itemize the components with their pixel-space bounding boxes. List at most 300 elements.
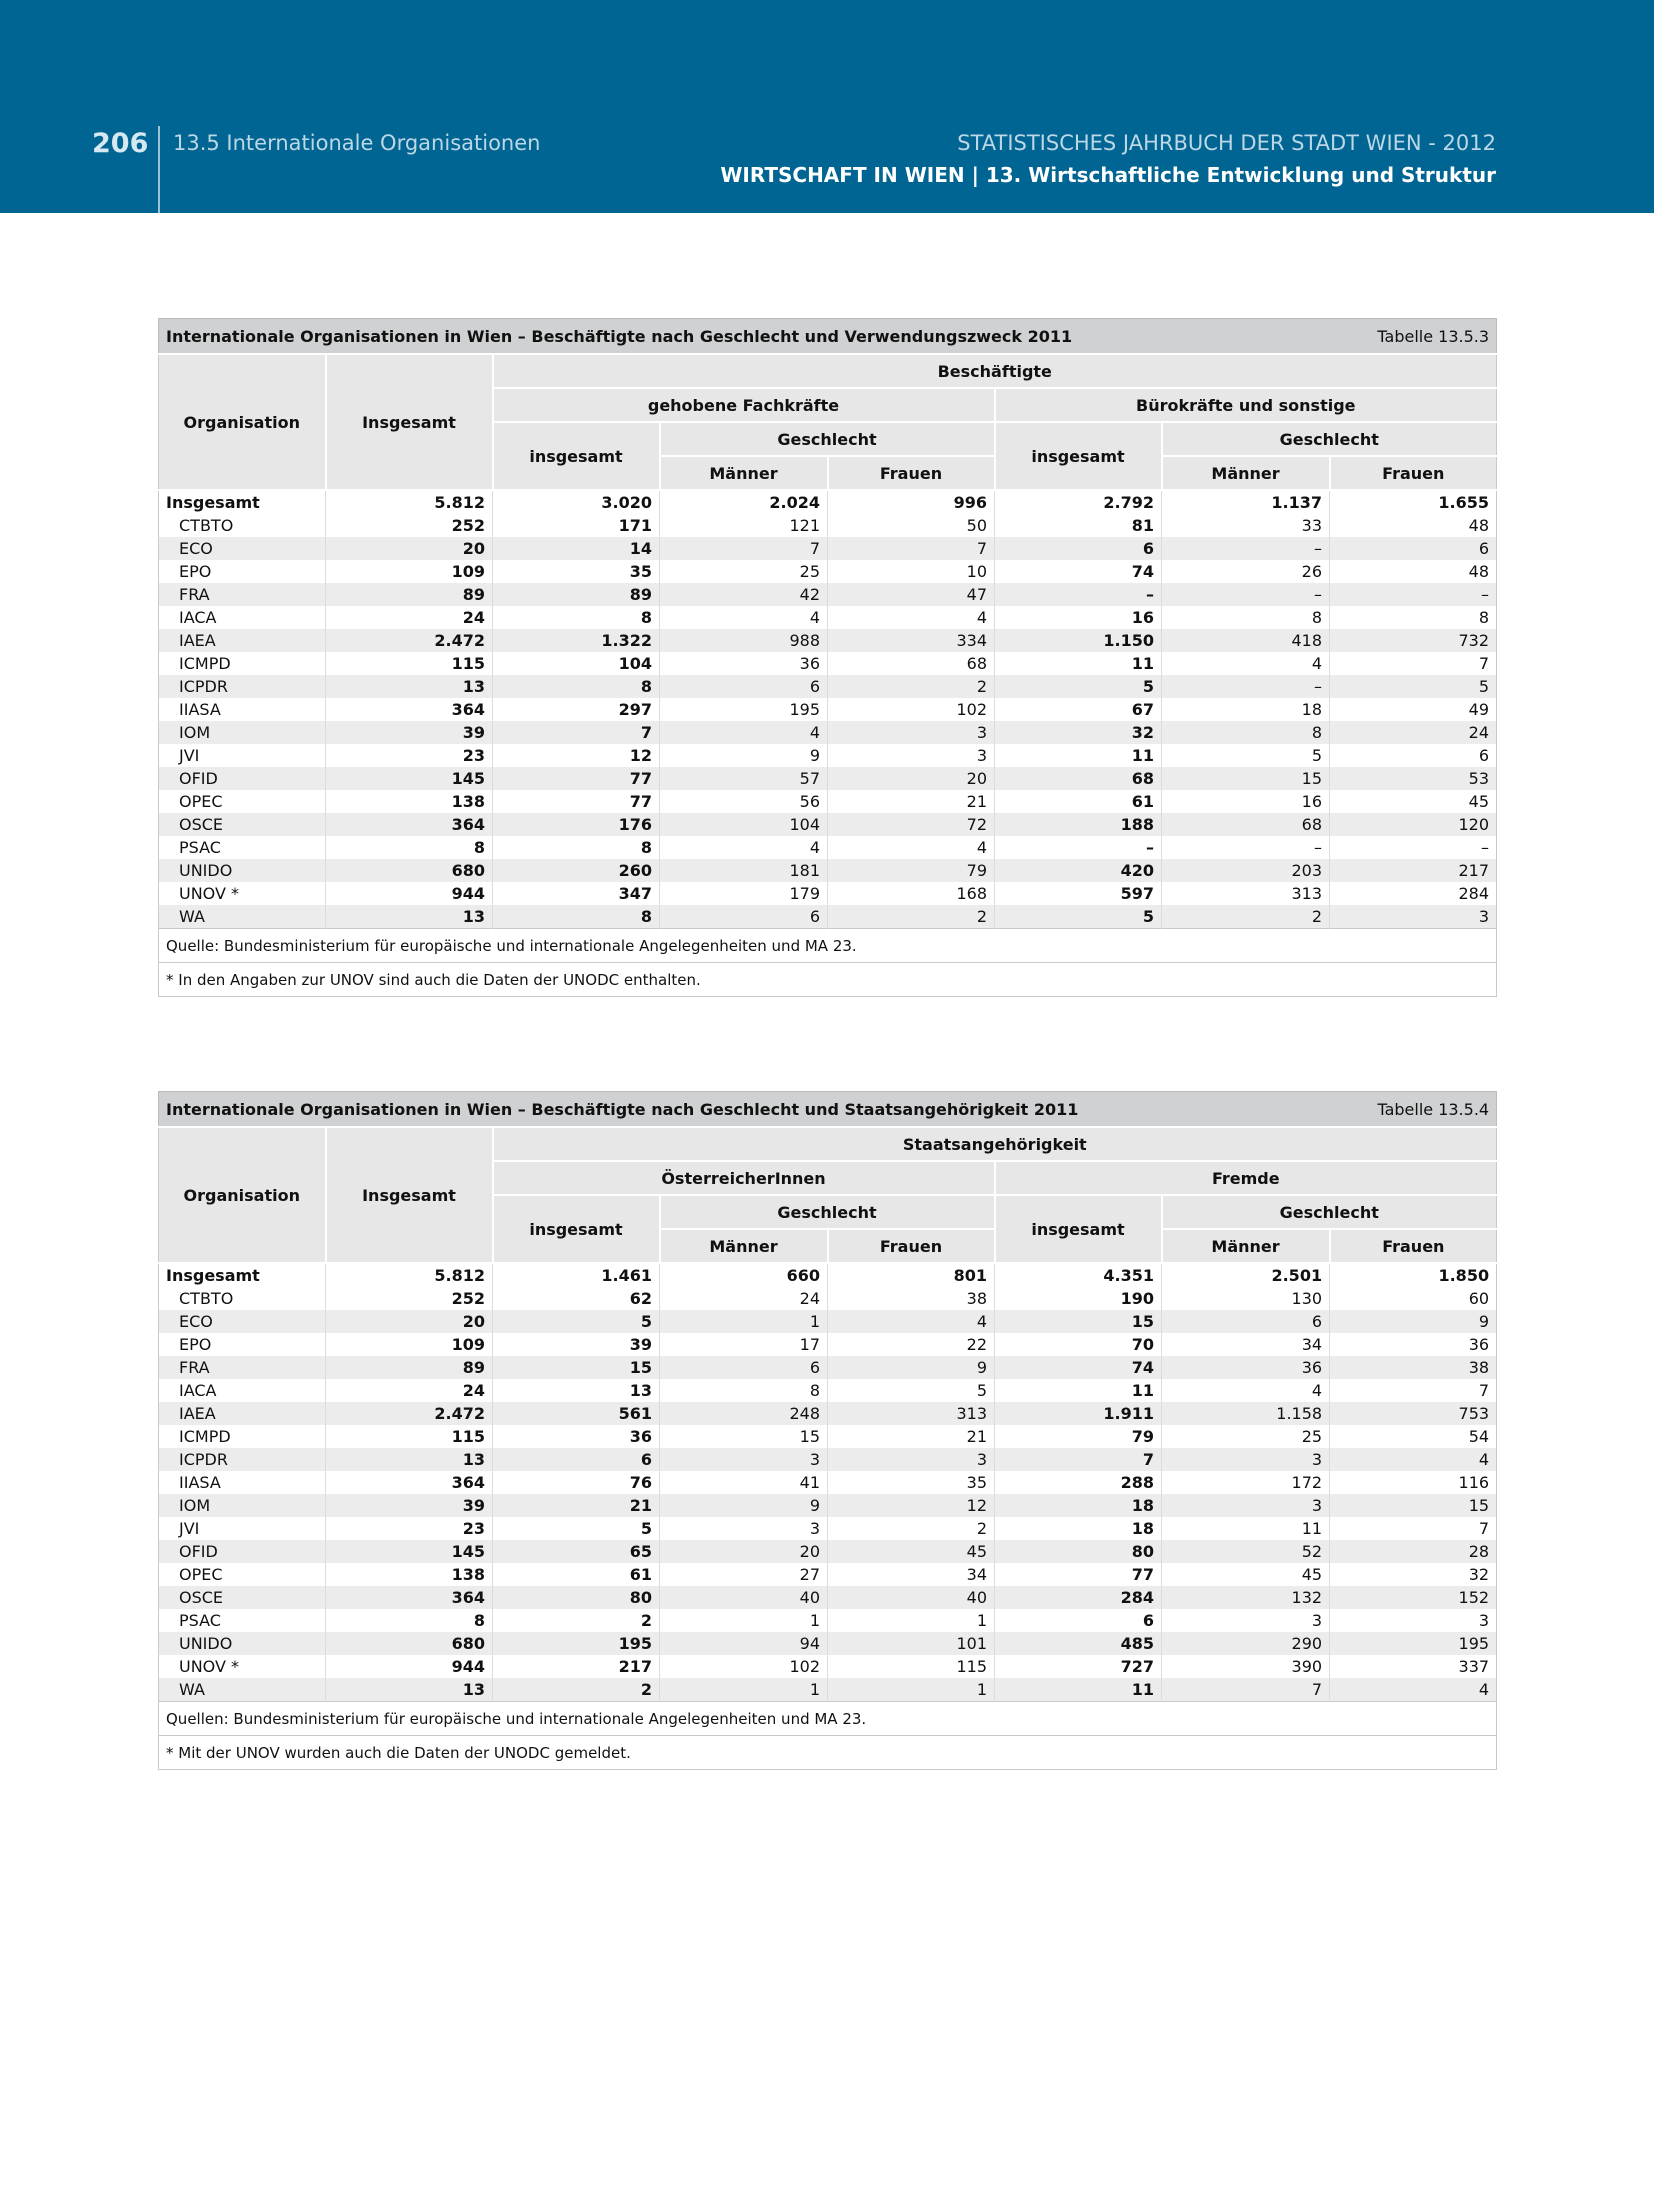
table-cell: 168 (828, 882, 995, 905)
page-header (0, 0, 1654, 213)
table-cell: 36 (1330, 1333, 1497, 1356)
table-cell: 195 (660, 698, 828, 721)
table-cell: 34 (828, 1563, 995, 1586)
table-cell: 74 (995, 560, 1162, 583)
table-cell: 944 (326, 882, 493, 905)
table-cell: 8 (493, 606, 660, 629)
table-cell: 1 (828, 1609, 995, 1632)
table-cell: 420 (995, 859, 1162, 882)
table-cell: 68 (828, 652, 995, 675)
table-cell: 28 (1330, 1540, 1497, 1563)
table-cell: 42 (660, 583, 828, 606)
table-cell: 60 (1330, 1287, 1497, 1310)
table-cell: 41 (660, 1471, 828, 1494)
table-cell: 20 (660, 1540, 828, 1563)
row-label: PSAC (159, 1609, 326, 1632)
table-cell: 7 (1330, 652, 1497, 675)
table-footnote: * Mit der UNOV wurden auch die Daten der UNODC gemeldet. (159, 1736, 1497, 1770)
table-row (159, 1586, 1497, 1609)
table-cell: 7 (995, 1448, 1162, 1471)
table-cell: 24 (1330, 721, 1497, 744)
table-cell: 7 (1162, 1678, 1330, 1702)
table-cell: 54 (1330, 1425, 1497, 1448)
row-label: Insgesamt (159, 1263, 326, 1287)
section-title: 13.5 Internationale Organisationen (173, 131, 541, 155)
row-label: ICPDR (159, 1448, 326, 1471)
table-cell: 49 (1330, 698, 1497, 721)
table-cell: 179 (660, 882, 828, 905)
table-cell: 297 (493, 698, 660, 721)
table-cell: 102 (660, 1655, 828, 1678)
table-cell: 680 (326, 1632, 493, 1655)
table-cell: 195 (1330, 1632, 1497, 1655)
row-label: IIASA (159, 698, 326, 721)
row-label: OFID (159, 1540, 326, 1563)
table-cell: 39 (493, 1333, 660, 1356)
table-cell: 6 (660, 1356, 828, 1379)
table-cell: 25 (1162, 1425, 1330, 1448)
table-cell: 12 (828, 1494, 995, 1517)
col-subgroup-2-frauen: Frauen (1330, 456, 1497, 490)
col-subgroup-2-geschlecht: Geschlecht (1162, 422, 1497, 456)
col-organisation: Organisation (159, 1127, 326, 1263)
yearbook-title: STATISTISCHES JAHRBUCH DER STADT WIEN - 2012 (957, 131, 1496, 155)
table-cell: 68 (1162, 813, 1330, 836)
col-group-header: Staatsangehörigkeit (493, 1127, 1497, 1161)
col-subgroup-2: Fremde (995, 1161, 1497, 1195)
table-cell: 8 (326, 1609, 493, 1632)
table-cell: 288 (995, 1471, 1162, 1494)
row-label: IOM (159, 1494, 326, 1517)
table-cell: – (995, 583, 1162, 606)
table-cell: 116 (1330, 1471, 1497, 1494)
table-number: Tabelle 13.5.3 (1330, 319, 1497, 355)
table-cell: 15 (1330, 1494, 1497, 1517)
table-cell: 62 (493, 1287, 660, 1310)
table-cell: 172 (1162, 1471, 1330, 1494)
table-row (159, 514, 1497, 537)
table-cell: 753 (1330, 1402, 1497, 1425)
table-total-row (159, 1263, 1497, 1287)
table-cell: 11 (1162, 1517, 1330, 1540)
table-cell: 3 (660, 1448, 828, 1471)
table-cell: 102 (828, 698, 995, 721)
table-cell: 260 (493, 859, 660, 882)
table-cell: 4 (660, 606, 828, 629)
table-cell: 3 (1162, 1448, 1330, 1471)
table-cell: 347 (493, 882, 660, 905)
table-row (159, 721, 1497, 744)
row-label: IAEA (159, 629, 326, 652)
table-cell: 18 (995, 1517, 1162, 1540)
table-cell: 36 (660, 652, 828, 675)
row-label: OPEC (159, 790, 326, 813)
table-cell: 2 (828, 905, 995, 929)
row-label: WA (159, 905, 326, 929)
table-cell: 39 (326, 721, 493, 744)
table-cell: 21 (493, 1494, 660, 1517)
table-cell: 364 (326, 813, 493, 836)
row-label: FRA (159, 1356, 326, 1379)
table-cell: 27 (660, 1563, 828, 1586)
row-label: IACA (159, 1379, 326, 1402)
table-cell: 70 (995, 1333, 1162, 1356)
table-cell: 5 (995, 905, 1162, 929)
table-row (159, 859, 1497, 882)
table-cell: 4 (1330, 1448, 1497, 1471)
page-number: 206 (92, 128, 149, 159)
col-subgroup-2-frauen: Frauen (1330, 1229, 1497, 1263)
table-cell: 47 (828, 583, 995, 606)
table-row (159, 905, 1497, 929)
row-label: ECO (159, 537, 326, 560)
table-employees-by-purpose (158, 318, 1497, 997)
table-cell: 77 (995, 1563, 1162, 1586)
table-row (159, 606, 1497, 629)
table-cell: 36 (1162, 1356, 1330, 1379)
table-cell: 364 (326, 1586, 493, 1609)
row-label: UNOV * (159, 1655, 326, 1678)
table-cell: 4 (1162, 1379, 1330, 1402)
table-cell: 8 (493, 675, 660, 698)
table-cell: 188 (995, 813, 1162, 836)
table-cell: 77 (493, 767, 660, 790)
table-cell: 1.911 (995, 1402, 1162, 1425)
table-cell: 130 (1162, 1287, 1330, 1310)
table-row (159, 744, 1497, 767)
table-row (159, 1402, 1497, 1425)
table-cell: 11 (995, 652, 1162, 675)
table-cell: 203 (1162, 859, 1330, 882)
table-cell: 1.655 (1330, 490, 1497, 514)
col-subgroup-1-geschlecht: Geschlecht (660, 422, 995, 456)
table-cell: 660 (660, 1263, 828, 1287)
table-cell: 252 (326, 1287, 493, 1310)
table-cell: 680 (326, 859, 493, 882)
table-cell: 5 (1162, 744, 1330, 767)
table-cell: 104 (493, 652, 660, 675)
table-row (159, 629, 1497, 652)
col-subgroup-1: ÖsterreicherInnen (493, 1161, 995, 1195)
table-cell: 115 (326, 1425, 493, 1448)
table-row (159, 836, 1497, 859)
table-cell: 13 (326, 1448, 493, 1471)
row-label: ICPDR (159, 675, 326, 698)
row-label: WA (159, 1678, 326, 1702)
col-subgroup-2-maenner: Männer (1162, 456, 1330, 490)
table-cell: 8 (1330, 606, 1497, 629)
table-row (159, 813, 1497, 836)
table-cell: 7 (1330, 1517, 1497, 1540)
table-cell: 138 (326, 1563, 493, 1586)
table-row (159, 1471, 1497, 1494)
table-cell: 5 (828, 1379, 995, 1402)
col-subgroup-2-maenner: Männer (1162, 1229, 1330, 1263)
table-cell: 4 (828, 1310, 995, 1333)
table-cell: 4 (828, 606, 995, 629)
row-label: EPO (159, 1333, 326, 1356)
table-cell: 3 (1330, 1609, 1497, 1632)
table-cell: 171 (493, 514, 660, 537)
table-cell: 145 (326, 767, 493, 790)
table-cell: 364 (326, 1471, 493, 1494)
table-cell: 115 (326, 652, 493, 675)
col-subgroup-1-insgesamt: insgesamt (493, 1195, 660, 1263)
table-cell: 217 (1330, 859, 1497, 882)
table-cell: 61 (493, 1563, 660, 1586)
col-subgroup-2-geschlecht: Geschlecht (1162, 1195, 1497, 1229)
table-cell: 6 (995, 1609, 1162, 1632)
table-row (159, 1494, 1497, 1517)
table-cell: 53 (1330, 767, 1497, 790)
table-cell: 284 (995, 1586, 1162, 1609)
col-subgroup-1-frauen: Frauen (828, 1229, 995, 1263)
table-cell: 104 (660, 813, 828, 836)
table-cell: 8 (493, 905, 660, 929)
table-cell: 89 (493, 583, 660, 606)
table-cell: 2.792 (995, 490, 1162, 514)
table-cell: 101 (828, 1632, 995, 1655)
table-cell: 16 (995, 606, 1162, 629)
table-title: Internationale Organisationen in Wien – Beschäftigte nach Geschlecht und Verwendungszweck 2011 (159, 319, 1330, 355)
row-label: EPO (159, 560, 326, 583)
table-cell: 485 (995, 1632, 1162, 1655)
table-cell: 20 (828, 767, 995, 790)
col-subgroup-2-insgesamt: insgesamt (995, 1195, 1162, 1263)
table-cell: 3 (660, 1517, 828, 1540)
table-cell: 79 (995, 1425, 1162, 1448)
row-label: PSAC (159, 836, 326, 859)
table-cell: 115 (828, 1655, 995, 1678)
table-body (159, 490, 1497, 929)
row-label: UNIDO (159, 859, 326, 882)
table-cell: 14 (493, 537, 660, 560)
table-cell: 10 (828, 560, 995, 583)
table-cell: 732 (1330, 629, 1497, 652)
table-cell: 1.150 (995, 629, 1162, 652)
table-cell: 109 (326, 1333, 493, 1356)
table-cell: 32 (1330, 1563, 1497, 1586)
table-caption (159, 1092, 1497, 1128)
col-organisation: Organisation (159, 354, 326, 490)
table-cell: 7 (493, 721, 660, 744)
table-cell: 4 (660, 721, 828, 744)
table-row (159, 698, 1497, 721)
table-cell: 5 (995, 675, 1162, 698)
table-cell: 23 (326, 744, 493, 767)
table-cell: 17 (660, 1333, 828, 1356)
table-footnote: * In den Angaben zur UNOV sind auch die Daten der UNODC enthalten. (159, 963, 1497, 997)
table-cell: 5 (493, 1517, 660, 1540)
table-cell: 176 (493, 813, 660, 836)
table-row (159, 1379, 1497, 1402)
table-cell: 152 (1330, 1586, 1497, 1609)
table-cell: 15 (493, 1356, 660, 1379)
row-label: IAEA (159, 1402, 326, 1425)
table-cell: 9 (660, 1494, 828, 1517)
table-cell: 94 (660, 1632, 828, 1655)
table-cell: 121 (660, 514, 828, 537)
table-cell: 364 (326, 698, 493, 721)
col-subgroup-2: Bürokräfte und sonstige (995, 388, 1497, 422)
table-cell: 2 (1162, 905, 1330, 929)
table-cell: 988 (660, 629, 828, 652)
table-cell: 996 (828, 490, 995, 514)
table-cell: 132 (1162, 1586, 1330, 1609)
table-cell: 76 (493, 1471, 660, 1494)
table-cell: 34 (1162, 1333, 1330, 1356)
table-cell: 195 (493, 1632, 660, 1655)
table-row (159, 1356, 1497, 1379)
table-cell: 1 (660, 1310, 828, 1333)
table-cell: 334 (828, 629, 995, 652)
table-cell: 25 (660, 560, 828, 583)
table-cell: 3 (828, 1448, 995, 1471)
table-cell: 77 (493, 790, 660, 813)
table-cell: 3 (1330, 905, 1497, 929)
table-cell: 6 (1330, 744, 1497, 767)
chapter-title: WIRTSCHAFT IN WIEN | 13. Wirtschaftliche Entwicklung und Struktur (720, 163, 1496, 187)
table-cell: 22 (828, 1333, 995, 1356)
table-cell: 40 (660, 1586, 828, 1609)
table-cell: 337 (1330, 1655, 1497, 1678)
table-cell: 26 (1162, 560, 1330, 583)
table-cell: 13 (326, 1678, 493, 1702)
table-cell: 1 (660, 1609, 828, 1632)
table-cell: 38 (828, 1287, 995, 1310)
table-cell: 35 (828, 1471, 995, 1494)
table-cell: 18 (995, 1494, 1162, 1517)
col-subgroup-1-maenner: Männer (660, 1229, 828, 1263)
table-cell: 15 (1162, 767, 1330, 790)
table-cell: 45 (1330, 790, 1497, 813)
table-total-row (159, 490, 1497, 514)
table-cell: 89 (326, 1356, 493, 1379)
table-cell: 9 (1330, 1310, 1497, 1333)
table-cell: 1.137 (1162, 490, 1330, 514)
table-cell: 4.351 (995, 1263, 1162, 1287)
table-cell: 252 (326, 514, 493, 537)
row-label: Insgesamt (159, 490, 326, 514)
table-row (159, 1333, 1497, 1356)
row-label: IOM (159, 721, 326, 744)
table-cell: 20 (326, 537, 493, 560)
table-cell: 145 (326, 1540, 493, 1563)
table-cell: 1.322 (493, 629, 660, 652)
table-cell: 36 (493, 1425, 660, 1448)
table-cell: 13 (326, 675, 493, 698)
table-row (159, 1540, 1497, 1563)
table-number: Tabelle 13.5.4 (1330, 1092, 1497, 1128)
table-cell: 5 (493, 1310, 660, 1333)
table-cell: 6 (660, 905, 828, 929)
row-label: CTBTO (159, 514, 326, 537)
table-cell: 13 (493, 1379, 660, 1402)
table-cell: 35 (493, 560, 660, 583)
table-cell: 3 (1162, 1609, 1330, 1632)
table-title: Internationale Organisationen in Wien – Beschäftigte nach Geschlecht und Staatsangehörigkeit 2011 (159, 1092, 1330, 1128)
row-label: OSCE (159, 813, 326, 836)
table-cell: 39 (326, 1494, 493, 1517)
table-cell: – (1162, 836, 1330, 859)
table-cell: 33 (1162, 514, 1330, 537)
table-cell: 2 (828, 1517, 995, 1540)
table-cell: 18 (1162, 698, 1330, 721)
table-cell: 79 (828, 859, 995, 882)
table-cell: 9 (828, 1356, 995, 1379)
table-row (159, 1287, 1497, 1310)
col-subgroup-1-frauen: Frauen (828, 456, 995, 490)
table-cell: 5 (1330, 675, 1497, 698)
table-cell: 81 (995, 514, 1162, 537)
table-cell: 418 (1162, 629, 1330, 652)
table-cell: 9 (660, 744, 828, 767)
table-cell: 7 (660, 537, 828, 560)
table-row (159, 560, 1497, 583)
col-subgroup-1-insgesamt: insgesamt (493, 422, 660, 490)
table-cell: 38 (1330, 1356, 1497, 1379)
col-subgroup-1-maenner: Männer (660, 456, 828, 490)
row-label: JVI (159, 1517, 326, 1540)
table-cell: 313 (1162, 882, 1330, 905)
table-cell: 3 (1162, 1494, 1330, 1517)
table-cell: 24 (660, 1287, 828, 1310)
row-label: OSCE (159, 1586, 326, 1609)
table-cell: 190 (995, 1287, 1162, 1310)
table-row (159, 1425, 1497, 1448)
table-cell: 2.501 (1162, 1263, 1330, 1287)
table-cell: 21 (828, 790, 995, 813)
table-cell: 8 (493, 836, 660, 859)
table-cell: – (1162, 675, 1330, 698)
table-cell: 2.472 (326, 1402, 493, 1425)
table-cell: – (1162, 537, 1330, 560)
table-row (159, 1563, 1497, 1586)
row-label: CTBTO (159, 1287, 326, 1310)
table-cell: 11 (995, 1379, 1162, 1402)
col-subgroup-1-geschlecht: Geschlecht (660, 1195, 995, 1229)
table-cell: 45 (1162, 1563, 1330, 1586)
table-row (159, 1632, 1497, 1655)
table-row (159, 537, 1497, 560)
row-label: IIASA (159, 1471, 326, 1494)
table-row (159, 1678, 1497, 1702)
table-cell: 12 (493, 744, 660, 767)
table-cell: 8 (660, 1379, 828, 1402)
table-cell: 45 (828, 1540, 995, 1563)
table-cell: 2 (493, 1609, 660, 1632)
table-caption (159, 319, 1497, 355)
table-cell: 290 (1162, 1632, 1330, 1655)
table-cell: 390 (1162, 1655, 1330, 1678)
row-label: OFID (159, 767, 326, 790)
table-cell: 2 (493, 1678, 660, 1702)
table-cell: 72 (828, 813, 995, 836)
table-body (159, 1263, 1497, 1702)
table-cell: 5.812 (326, 1263, 493, 1287)
table-cell: 80 (995, 1540, 1162, 1563)
table-source: Quellen: Bundesministerium für europäische und internationale Angelegenheiten und MA 23. (159, 1702, 1497, 1736)
table-row (159, 583, 1497, 606)
table-cell: 1 (828, 1678, 995, 1702)
table-row (159, 882, 1497, 905)
table-cell: 50 (828, 514, 995, 537)
table-employees-by-nationality (158, 1091, 1497, 1770)
table-cell: 65 (493, 1540, 660, 1563)
table-cell: – (995, 836, 1162, 859)
table-cell: 727 (995, 1655, 1162, 1678)
table-cell: 109 (326, 560, 493, 583)
